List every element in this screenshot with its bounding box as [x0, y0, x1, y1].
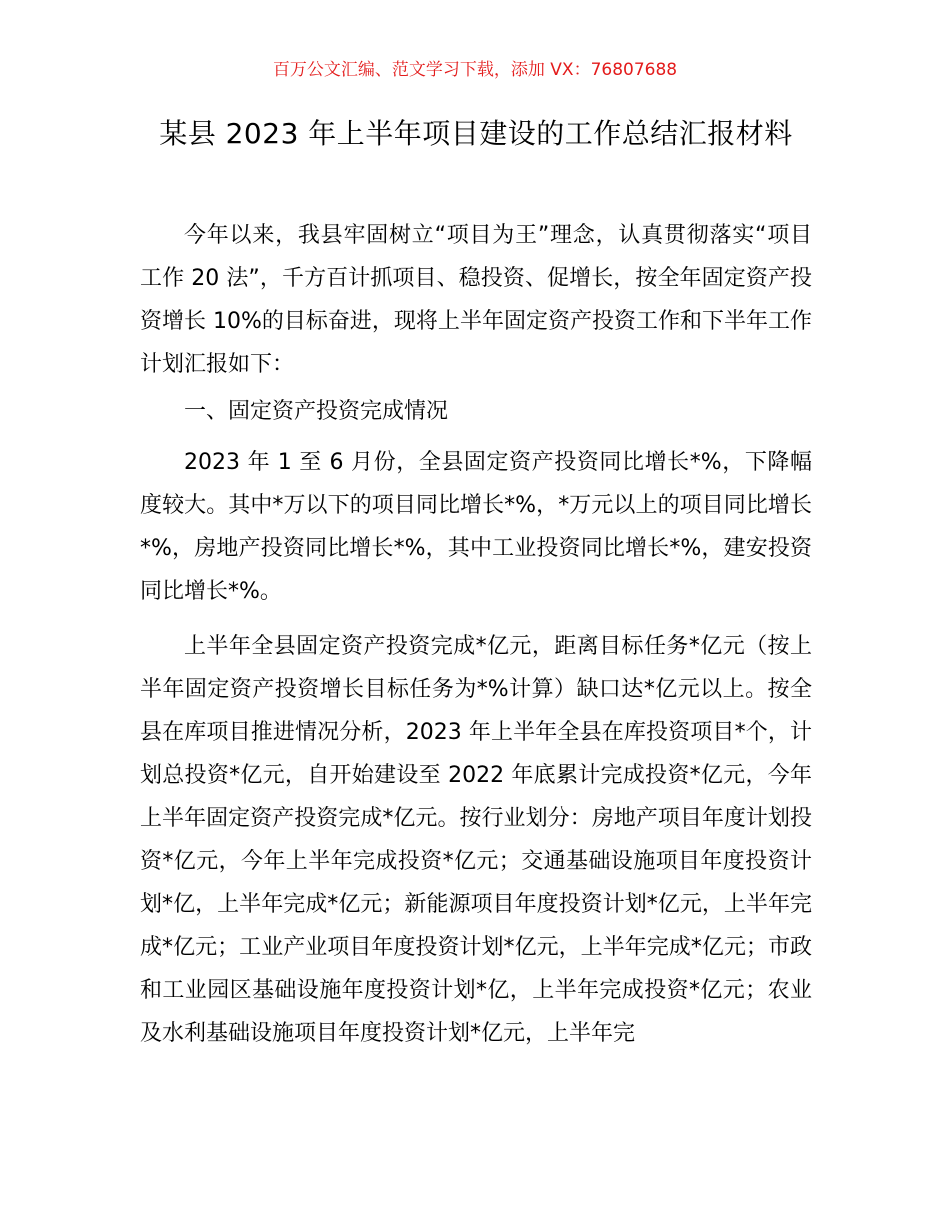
section-heading: 一、固定资产投资完成情况: [184, 399, 449, 424]
header-watermark: 百万公文汇编、范文学习下载，添加 VX：76807688: [272, 60, 678, 80]
paragraph-growth: 2023 年 1 至 6 月份，全县固定资产投资同比增长*%，下降幅度较大。其中*万以下的项目同比增长*%，*万元以上的项目同比增长*%，房地产投资同比增长*%，其中工业投资同比增长*%，建安投资同比增长*%。: [140, 450, 812, 604]
document-title: 某县 2023 年上半年项目建设的工作总结汇报材料: [159, 117, 793, 150]
document-body: [140, 214, 812, 1055]
paragraph-intro: 今年以来，我县牢固树立“项目为王”理念，认真贯彻落实“项目工作 20 法”，千方百计抓项目、稳投资、促增长，按全年固定资产投资增长 10%的目标奋进，现将上半年固定资产投资工作和下半年工作计划汇报如下：: [140, 223, 812, 377]
paragraph-investment: 上半年全县固定资产投资完成*亿元，距离目标任务*亿元（按上半年固定资产投资增长目标任务为*%计算）缺口达*亿元以上。按全县在库项目推进情况分析，2023 年上半年全县在库投资项目*个，计划总投资*亿元，自开始建设至 2022 年底累计完成投资*亿元，今年上半年固定资产投资完成*亿元。按行业划分：房地产项目年度计划投资*亿元，今年上半年完成投资*亿元；交通基础设施项目年度投资计划*亿，上半年完成*亿元；新能源项目年度投资计划*亿元，上半年完成*亿元；工业产业项目年度投资计划*亿元，上半年完成*亿元；市政和工业园区基础设施年度投资计划*亿，上半年完成投资*亿元；农业及水利基础设施项目年度投资计划*亿元，上半年完: [140, 634, 812, 1046]
